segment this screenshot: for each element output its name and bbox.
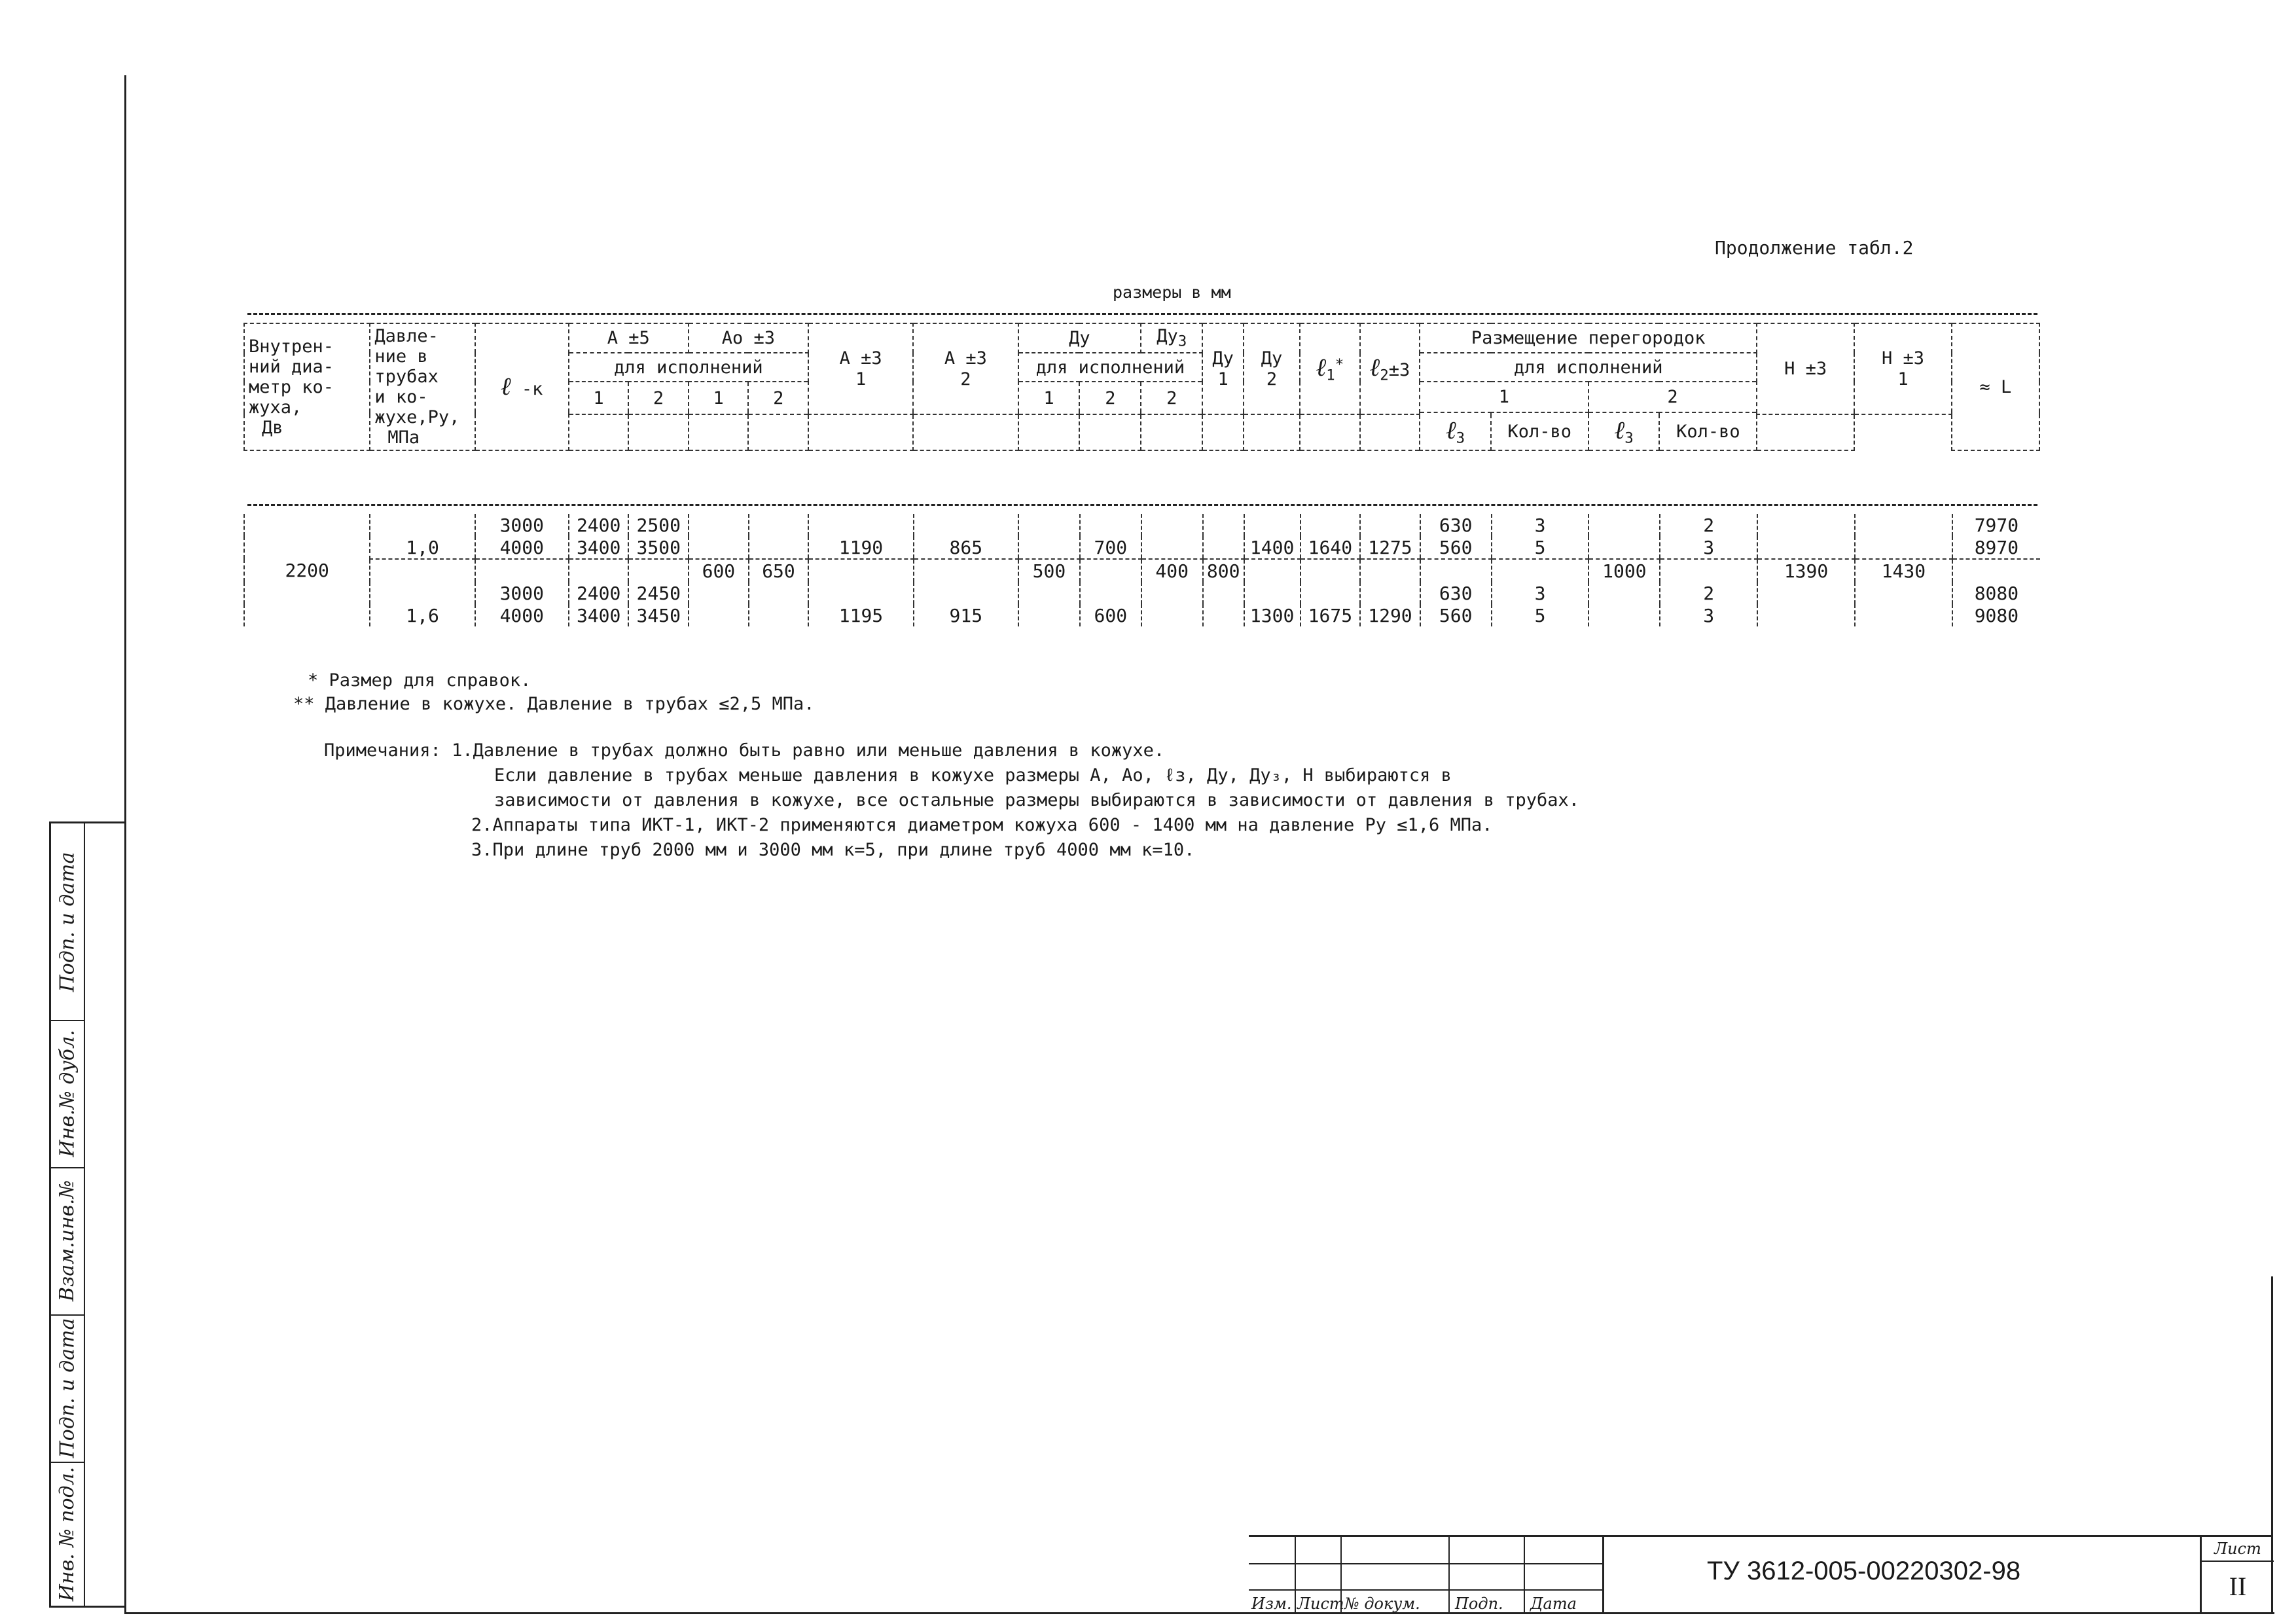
table-cell: 400 [1141, 559, 1203, 582]
table-continuation-label: Продолжение табл.2 [1715, 237, 1914, 259]
table-cell: 3000 [475, 582, 569, 604]
col-header-du2: Ду 2 [1244, 323, 1300, 414]
table-cell: 1400 [1244, 536, 1300, 559]
col-header-du3-2: 2 [1141, 382, 1202, 414]
table-cell [1492, 559, 1589, 582]
table-cell [689, 536, 749, 559]
table-cell: 800 [1203, 559, 1244, 582]
title-block [1249, 1535, 2273, 1614]
table-cell: 1290 [1360, 604, 1420, 626]
col-header-l3-2: ℓ$_3$ [1588, 412, 1660, 450]
table-cell [244, 514, 370, 536]
table-cell [569, 559, 629, 582]
note-1a: 1.Давление в трубах должно быть равно или меньше давления в кожухе. [452, 740, 1165, 761]
table-cell [1141, 514, 1203, 536]
table-cell [1855, 604, 1952, 626]
table-cell [1588, 582, 1660, 604]
table-cell: 9080 [1952, 604, 2040, 626]
table-cell [1244, 514, 1300, 536]
table-cell: 1675 [1300, 604, 1361, 626]
col-header-diameter: Внутрен- ний диа- метр ко- жуха, Дв [244, 323, 370, 450]
table-cell: 600 [689, 559, 749, 582]
table-cell [808, 559, 913, 582]
table-cell: 650 [749, 559, 809, 582]
col-header-du1: Ду 1 [1202, 323, 1244, 414]
table-cell [689, 604, 749, 626]
sheet-box [2200, 1537, 2274, 1614]
table-cell [1360, 559, 1420, 582]
table-cell: 915 [914, 604, 1018, 626]
table-cell: 3 [1492, 514, 1589, 536]
table-cell [1757, 604, 1855, 626]
table-cell: 3000 [475, 514, 569, 536]
table-top-rule [247, 313, 2037, 315]
col-header-a5: А ±5 [569, 323, 689, 353]
table-cell: 5 [1492, 604, 1589, 626]
table-cell [244, 536, 370, 559]
table-cell [370, 514, 475, 536]
table-cell [808, 514, 913, 536]
table-cell: 5 [1492, 536, 1589, 559]
units-caption: размеры в мм [1113, 283, 1231, 302]
table-cell: 3 [1660, 604, 1757, 626]
col-header-du3: $Ду_3$ [1141, 323, 1202, 353]
note-3: 3.При длине труб 2000 мм и 3000 мм к=5, при длине труб 4000 мм к=10. [471, 840, 1195, 860]
table-cell [370, 582, 475, 604]
col-header-a5-1: 1 [569, 382, 629, 414]
table-cell: 1640 [1300, 536, 1361, 559]
table-cell [1952, 559, 2040, 582]
table-cell [370, 559, 475, 582]
table-cell: 1000 [1588, 559, 1660, 582]
table-cell: 630 [1420, 514, 1492, 536]
table-cell: 3 [1492, 582, 1589, 604]
col-header-du-1: 1 [1018, 382, 1080, 414]
tb-podp: Подп. [1455, 1595, 1503, 1613]
table-cell [1855, 514, 1952, 536]
table-cell: 1390 [1757, 559, 1855, 582]
table-cell [1757, 514, 1855, 536]
col-header-l1: ℓ$_1$* [1300, 323, 1360, 414]
table-cell [689, 582, 749, 604]
table-cell [1018, 604, 1080, 626]
table-cell [1300, 582, 1361, 604]
table-cell [628, 559, 689, 582]
table-cell [1360, 582, 1420, 604]
table-cell [1080, 514, 1141, 536]
table-cell: 7970 [1952, 514, 2040, 536]
sheet-label: Лист [2202, 1540, 2274, 1562]
table-cell: 2400 [569, 514, 629, 536]
table-cell: 3400 [569, 536, 629, 559]
table-cell [1203, 514, 1244, 536]
table-cell [1018, 536, 1080, 559]
table-cell [1080, 559, 1141, 582]
col-header-l2: ℓ$_2$±3 [1360, 323, 1420, 414]
table-cell [914, 514, 1018, 536]
table-cell: 700 [1080, 536, 1141, 559]
tb-izm: Изм. [1251, 1595, 1292, 1613]
table-row [244, 536, 2040, 559]
table-cell: 3 [1660, 536, 1757, 559]
col-header-kolvo-1: Кол-во [1491, 412, 1588, 450]
table-cell [1141, 604, 1203, 626]
col-header-a1: А ±3 1 [808, 323, 913, 414]
table-cell [1588, 604, 1660, 626]
document-code: ТУ 3612-005-00220302-98 [1707, 1557, 2021, 1585]
note-1c: зависимости от давления в кожухе, все остальные размеры выбираются в зависимости от давления в трубах. [494, 790, 1580, 810]
table-cell [1300, 514, 1361, 536]
table-cell: 1300 [1244, 604, 1300, 626]
table-cell [1300, 559, 1361, 582]
col-header-du: Ду [1018, 323, 1141, 353]
notes-label: Примечания: [324, 740, 441, 761]
table-cell: 1,6 [370, 604, 475, 626]
table-cell: 1,0 [370, 536, 475, 559]
table-cell: 4000 [475, 536, 569, 559]
table-cell [1420, 559, 1492, 582]
note-2: 2.Аппараты типа ИКТ-1, ИКТ-2 применяются диаметром кожуха 600 - 1400 мм на давление Ру ≤1,6 МПа. [471, 815, 1493, 835]
col-header-du-2: 2 [1079, 382, 1141, 414]
table-cell [749, 514, 809, 536]
table-cell [1360, 514, 1420, 536]
table-cell [914, 559, 1018, 582]
table-cell [808, 582, 913, 604]
table-cell [914, 582, 1018, 604]
table-cell [1855, 536, 1952, 559]
table-cell [749, 582, 809, 604]
stamp-vzam-inv: Взам.инв.№ [56, 1180, 79, 1302]
table-cell: 1195 [808, 604, 913, 626]
table-cell: 600 [1080, 604, 1141, 626]
col-header-ao3-2: 2 [748, 382, 808, 414]
col-header-dlya-isp-a: для исполнений [569, 353, 808, 382]
table-cell [749, 536, 809, 559]
footnote-1: * Размер для справок. [308, 670, 531, 691]
table-cell: 3450 [628, 604, 689, 626]
table-cell [244, 604, 370, 626]
col-header-razm-2: 2 [1588, 382, 1757, 412]
table-cell [475, 559, 569, 582]
col-header-dlya-isp-razm: для исполнений [1420, 353, 1757, 382]
col-header-h31: Н ±3 1 [1854, 323, 1952, 414]
table-cell: 1190 [808, 536, 913, 559]
table-cell [1018, 514, 1080, 536]
table-cell [1757, 582, 1855, 604]
table-cell [1660, 559, 1757, 582]
tb-data: Дата [1530, 1595, 1577, 1613]
table-cell: 3500 [628, 536, 689, 559]
table-row [244, 514, 2040, 536]
col-header-h3: Н ±3 [1757, 323, 1854, 414]
notes-block [324, 738, 1579, 863]
table-cell [1141, 582, 1203, 604]
table-cell [1203, 604, 1244, 626]
table-cell [1757, 536, 1855, 559]
table-cell: 4000 [475, 604, 569, 626]
table-cell: 1275 [1360, 536, 1420, 559]
col-header-dlya-isp-du: для исполнений [1018, 353, 1203, 382]
table-row [244, 604, 2040, 626]
table-cell: 560 [1420, 604, 1492, 626]
table-cell: 2450 [628, 582, 689, 604]
col-header-a5-2: 2 [628, 382, 689, 414]
table-cell: 8970 [1952, 536, 2040, 559]
table-cell [244, 582, 370, 604]
table-cell: 2200 [244, 559, 370, 582]
table-cell [1203, 582, 1244, 604]
col-header-partitions: Размещение перегородок [1420, 323, 1757, 353]
table-cell: 2500 [628, 514, 689, 536]
table-cell [1018, 582, 1080, 604]
note-1b: Если давление в трубах меньше давления в кожухе размеры А, Ао, ℓз, Ду, Ду₃, Н выбираются в [494, 765, 1452, 785]
spec-table-body [243, 514, 2040, 626]
table-cell: 8080 [1952, 582, 2040, 604]
table-cell: 2400 [569, 582, 629, 604]
table-cell [1588, 514, 1660, 536]
table-cell: 500 [1018, 559, 1080, 582]
left-stamp [49, 821, 126, 1608]
table-cell [1203, 536, 1244, 559]
stamp-inv-dubl: Инв.№ дубл. [56, 1030, 79, 1157]
col-header-razm-1: 1 [1420, 382, 1588, 412]
table-cell: 2 [1660, 582, 1757, 604]
col-header-kolvo-2: Кол-во [1659, 412, 1757, 450]
table-cell [1244, 582, 1300, 604]
stamp-podp-data: Подп. и дата [56, 1318, 79, 1458]
stamp-podp-data-top: Подп. и дата [56, 852, 79, 992]
col-header-ao3-1: 1 [689, 382, 749, 414]
table-cell [1080, 582, 1141, 604]
table-cell: 1430 [1855, 559, 1952, 582]
stamp-inv-podl: Инв. № подл. [56, 1466, 79, 1601]
col-header-a2: А ±3 2 [913, 323, 1018, 414]
table-cell [1855, 582, 1952, 604]
table-row [244, 582, 2040, 604]
footnote-2: ** Давление в кожухе. Давление в трубах ≤2,5 МПа. [293, 694, 815, 714]
table-cell [1141, 536, 1203, 559]
table-header-bottom-rule [247, 504, 2037, 506]
col-header-l: ≈ L [1952, 323, 2039, 450]
tb-list: Лист [1297, 1595, 1344, 1613]
col-header-lk: ℓ -к [475, 323, 569, 450]
tb-ndok: № докум. [1344, 1595, 1420, 1613]
table-cell: 2 [1660, 514, 1757, 536]
table-cell: 865 [914, 536, 1018, 559]
table-cell [689, 514, 749, 536]
col-header-l3-1: ℓ$_3$ [1420, 412, 1491, 450]
table-row [244, 559, 2040, 582]
col-header-ao3: Ао ±3 [689, 323, 808, 353]
table-cell: 560 [1420, 536, 1492, 559]
spec-table-header [243, 323, 2040, 451]
col-header-pressure: Давле- ние в трубах и ко- жухе,Ру, МПа [370, 323, 475, 450]
table-cell [749, 604, 809, 626]
table-cell: 630 [1420, 582, 1492, 604]
table-cell [1244, 559, 1300, 582]
table-cell: 3400 [569, 604, 629, 626]
sheet-number: II [2229, 1572, 2247, 1601]
table-cell [1588, 536, 1660, 559]
